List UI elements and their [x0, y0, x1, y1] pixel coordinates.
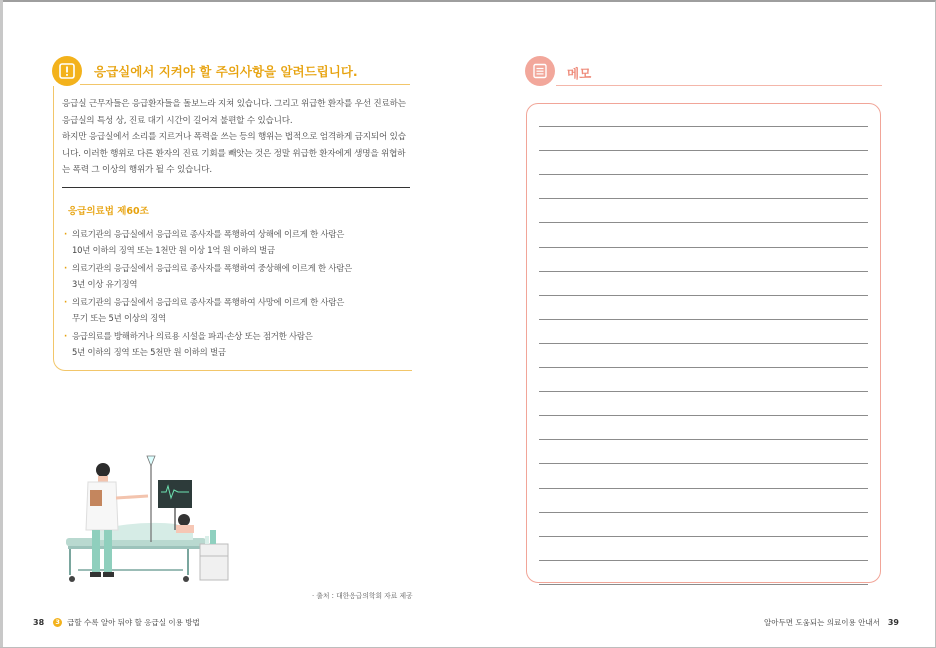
list-item: · 의료기관의 응급실에서 응급의료 종사자를 폭행하여 중상해에 이르게 한 사람은 3년 이상 유기징역: [64, 263, 353, 289]
memo-title: 메모: [567, 66, 592, 81]
footer-left: [33, 617, 200, 628]
warning-paragraph: 하지만 응급실에서 소리를 지르거나 폭력을 쓰는 등의 행위는 법적으로 엄격하게 금지되어 있습니다. 이러한 행위로 다른 환자의 진료 기회를 빼앗는 것은 정말 위급한 환자에게 생명을 위협하는 폭력 그 이상의 행위가 될 수 있습니다.: [62, 132, 406, 175]
memo-line: [539, 415, 868, 416]
list-item: · 의료기관의 응급실에서 응급의료 종사자를 폭행하여 사망에 이르게 한 사람은 무기 또는 5년 이상의 징역: [64, 297, 345, 323]
notepad-icon: [525, 56, 555, 86]
source-note: · 출처 : 대한응급의학회 자료 제공: [312, 592, 413, 600]
list-item: · 응급의료를 방해하거나 의료용 시설을 파괴·손상 또는 점거한 사람은 5년 이하의 징역 또는 5천만 원 이하의 벌금: [64, 331, 313, 357]
memo-line: [539, 391, 868, 392]
memo-line: [539, 150, 868, 151]
divider: [80, 84, 410, 85]
page-number: 39: [887, 618, 899, 627]
memo-line: [539, 512, 868, 513]
list-item: · 의료기관의 응급실에서 응급의료 종사자를 폭행하여 상해에 이르게 한 사람은 10년 이하의 징역 또는 1천만 원 이상 1억 원 이하의 벌금: [64, 229, 345, 255]
warning-title: 응급실에서 지켜야 할 주의사항을 알려드립니다.: [94, 64, 358, 79]
memo-line: [539, 439, 868, 440]
law-title: 응급의료법 제60조: [68, 206, 149, 217]
memo-line: [539, 319, 868, 320]
divider: [62, 187, 410, 188]
memo-line: [539, 560, 868, 561]
intro-paragraph: 응급실 근무자들은 응급환자들을 돌보느라 지쳐 있습니다. 그리고 위급한 환자를 우선 진료하는 응급실의 특성 상, 진료 대기 시간이 길어져 불편할 수 있습니다.: [62, 99, 406, 126]
memo-line: [539, 198, 868, 199]
hospital-bed-illustration: [58, 450, 238, 590]
page-edge: [0, 0, 3, 647]
chapter-badge: 3: [53, 618, 62, 627]
memo-line: [539, 174, 868, 175]
law-list: [64, 226, 404, 362]
memo-line: [539, 367, 868, 368]
page-number: 38: [33, 618, 45, 627]
chapter-title: 급할 수록 알아 둬야 할 응급실 이용 방법: [67, 618, 200, 627]
memo-line: [539, 126, 868, 127]
memo-line: [539, 343, 868, 344]
footer-right: [764, 617, 903, 628]
memo-lines-box[interactable]: [526, 103, 881, 583]
memo-line: [539, 463, 868, 464]
memo-line: [539, 222, 868, 223]
memo-line: [539, 247, 868, 248]
memo-line: [539, 488, 868, 489]
exclamation-square-icon: [52, 56, 82, 86]
memo-line: [539, 584, 868, 585]
memo-line: [539, 295, 868, 296]
book-title: 알아두면 도움되는 의료이용 안내서: [764, 618, 880, 627]
memo-line: [539, 271, 868, 272]
memo-line: [539, 536, 868, 537]
divider: [556, 85, 882, 86]
